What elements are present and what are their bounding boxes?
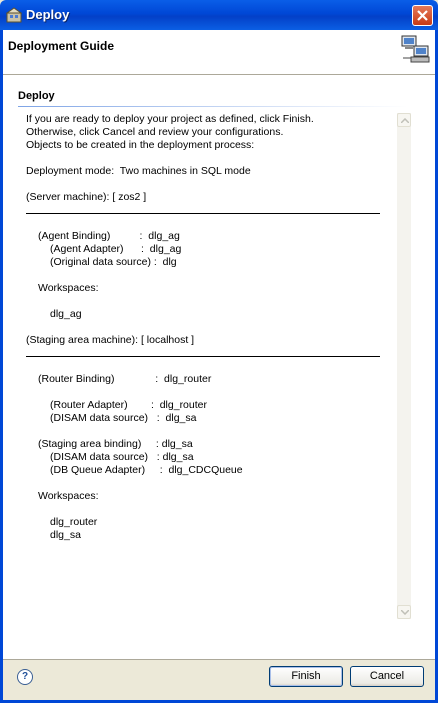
divider: [26, 213, 380, 214]
chevron-down-icon: [401, 610, 409, 615]
section-underline: [18, 106, 408, 107]
computer-network-icon: [399, 32, 431, 64]
window-title: Deploy: [26, 7, 70, 22]
scroll-up-button[interactable]: [397, 113, 411, 127]
summary-line: (Router Binding) : dlg_router: [38, 373, 212, 385]
content-area: [3, 75, 435, 659]
summary-line: dlg_router: [50, 516, 98, 528]
summary-line: Objects to be created in the deployment process:: [26, 139, 255, 151]
summary-line: (DISAM data source) : dlg_sa: [50, 451, 194, 463]
summary-line: Otherwise, click Cancel and review your configurations.: [26, 126, 284, 138]
banner-title: Deployment Guide: [8, 39, 115, 53]
summary-line: Deployment mode: Two machines in SQL mode: [26, 165, 251, 177]
title-bar[interactable]: [0, 0, 438, 30]
summary-line: (Router Adapter) : dlg_router: [50, 399, 207, 411]
summary-line: dlg_ag: [50, 308, 82, 320]
section-title: Deploy: [18, 90, 55, 102]
deploy-app-icon: [6, 7, 22, 23]
summary-line: (Original data source) : dlg: [50, 256, 177, 268]
close-icon: [417, 10, 428, 21]
vertical-scrollbar[interactable]: [397, 113, 411, 619]
close-button[interactable]: [412, 5, 433, 26]
summary-line: (Server machine): [ zos2 ]: [26, 191, 147, 203]
summary-line: (Staging area binding) : dlg_sa: [38, 438, 193, 450]
summary-line: Workspaces:: [38, 490, 99, 502]
header-banner: [3, 30, 435, 74]
dialog-body: [3, 30, 435, 700]
chevron-up-icon: [401, 118, 409, 123]
finish-button[interactable]: Finish: [269, 666, 343, 687]
summary-line: dlg_sa: [50, 529, 81, 541]
summary-line: If you are ready to deploy your project as defined, click Finish.: [26, 113, 314, 125]
summary-line: (DB Queue Adapter) : dlg_CDCQueue: [50, 464, 243, 476]
summary-line: (Staging area machine): [ localhost ]: [26, 334, 195, 346]
summary-line: (Agent Adapter) : dlg_ag: [50, 243, 182, 255]
cancel-button[interactable]: Cancel: [350, 666, 424, 687]
divider: [26, 356, 380, 357]
help-icon[interactable]: ?: [17, 669, 33, 685]
summary-text: [18, 113, 395, 619]
footer-divider: [3, 659, 435, 660]
summary-line: (DISAM data source) : dlg_sa: [50, 412, 197, 424]
window-frame: [0, 30, 438, 703]
summary-line: (Agent Binding) : dlg_ag: [38, 230, 180, 242]
summary-line: Workspaces:: [38, 282, 99, 294]
scroll-down-button[interactable]: [397, 605, 411, 619]
summary-textbox[interactable]: [18, 113, 411, 619]
